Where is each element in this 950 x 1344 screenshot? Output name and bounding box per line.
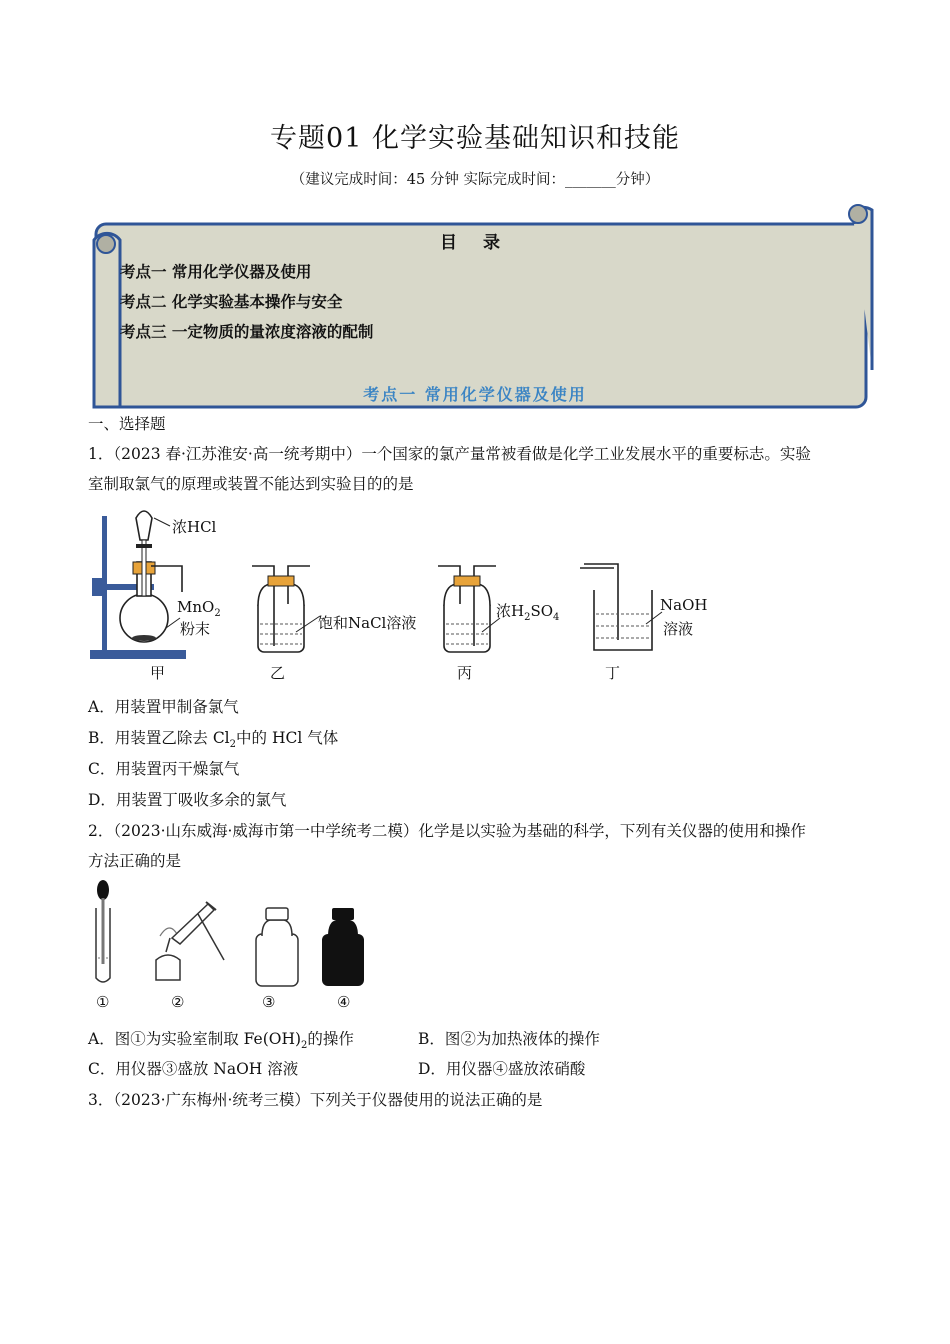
question-2-stem-line2: 方法正确的是 xyxy=(88,852,182,870)
caption-2: ② xyxy=(171,993,185,1011)
q2-option-b[interactable]: B．图②为加热液体的操作 xyxy=(418,1030,600,1048)
toc-item-1[interactable]: 考点一 常用化学仪器及使用 xyxy=(120,262,312,281)
apparatus-ding xyxy=(580,564,662,650)
q2-option-d[interactable]: D．用仪器④盛放浓硝酸 xyxy=(418,1060,586,1078)
q1-option-c[interactable]: C．用装置丙干燥氯气 xyxy=(88,760,240,778)
question-number: 2． xyxy=(88,822,114,840)
question-3-stem xyxy=(88,1085,878,1115)
brown-reagent-bottle-icon xyxy=(322,908,364,986)
question-stem: （2023·山东威海·威海市第一中学统考二模）化学是以实验为基础的科学，下列有关仪器的使用和操作 xyxy=(113,822,806,840)
toc-heading: 目 录 xyxy=(440,233,510,253)
question-stem: （2023·广东梅州·统考三模）下列关于仪器使用的说法正确的是 xyxy=(113,1091,543,1109)
q1-option-a[interactable]: A．用装置甲制备氯气 xyxy=(88,698,239,716)
caption-yi: 乙 xyxy=(270,664,286,682)
apparatus-yi xyxy=(252,566,320,652)
section-heading-kaodian-1: 考点一 常用化学仪器及使用 xyxy=(363,385,587,404)
caption-jia: 甲 xyxy=(150,664,166,682)
q1-option-d[interactable]: D．用装置丁吸收多余的氯气 xyxy=(88,791,287,809)
caption-bing: 丙 xyxy=(457,664,473,682)
q1-option-b[interactable]: B．用装置乙除去 $Cl_2$中的 HCl 气体 xyxy=(88,729,339,751)
label-solution: 溶液 xyxy=(663,620,694,638)
page-title: 专题01 化学实验基础知识和技能 xyxy=(270,123,680,154)
label-conc-hcl: 浓HCl xyxy=(172,518,217,536)
clear-reagent-bottle-icon xyxy=(256,908,298,986)
question-stem: （2023 春·江苏淮安·高一统考期中）一个国家的氯产量常被看做是化学工业发展水平的重要标志。实验 xyxy=(113,445,811,463)
question-2-instrument-figure xyxy=(86,878,386,990)
question-number: 1． xyxy=(88,445,114,463)
caption-ding: 丁 xyxy=(605,664,621,682)
toc-item-3[interactable]: 考点三 一定物质的量浓度溶液的配制 xyxy=(120,322,374,341)
label-conc-h2so4: 浓$H_2SO_4$ xyxy=(496,602,560,623)
q2-option-c[interactable]: C．用仪器③盛放 NaOH 溶液 xyxy=(88,1060,299,1078)
label-naoh: NaOH xyxy=(660,596,708,614)
label-powder: 粉末 xyxy=(180,620,211,638)
caption-1: ① xyxy=(96,993,110,1011)
question-1-stem xyxy=(88,439,878,469)
apparatus-bing xyxy=(438,566,500,652)
page-subtitle: （建议完成时间：45 分钟 实际完成时间：_______分钟） xyxy=(290,172,660,188)
question-1-stem-line2: 室制取氯气的原理或装置不能达到实验目的的是 xyxy=(88,475,414,493)
caption-4: ④ xyxy=(337,993,351,1011)
toc-item-2[interactable]: 考点二 化学实验基本操作与安全 xyxy=(120,292,343,311)
section-title: 一、选择题 xyxy=(88,415,166,433)
caption-3: ③ xyxy=(262,993,276,1011)
q2-option-a[interactable]: A．图①为实验室制取 $Fe(OH)_2$的操作 xyxy=(88,1030,354,1052)
question-number: 3． xyxy=(88,1091,114,1109)
question-2-stem xyxy=(88,816,878,846)
label-mno2: MnO$_2$ xyxy=(177,598,221,619)
label-sat-nacl: 饱和NaCl溶液 xyxy=(318,614,417,632)
test-tube-with-dropper-icon xyxy=(96,880,110,982)
heating-test-tube-icon xyxy=(156,902,224,980)
